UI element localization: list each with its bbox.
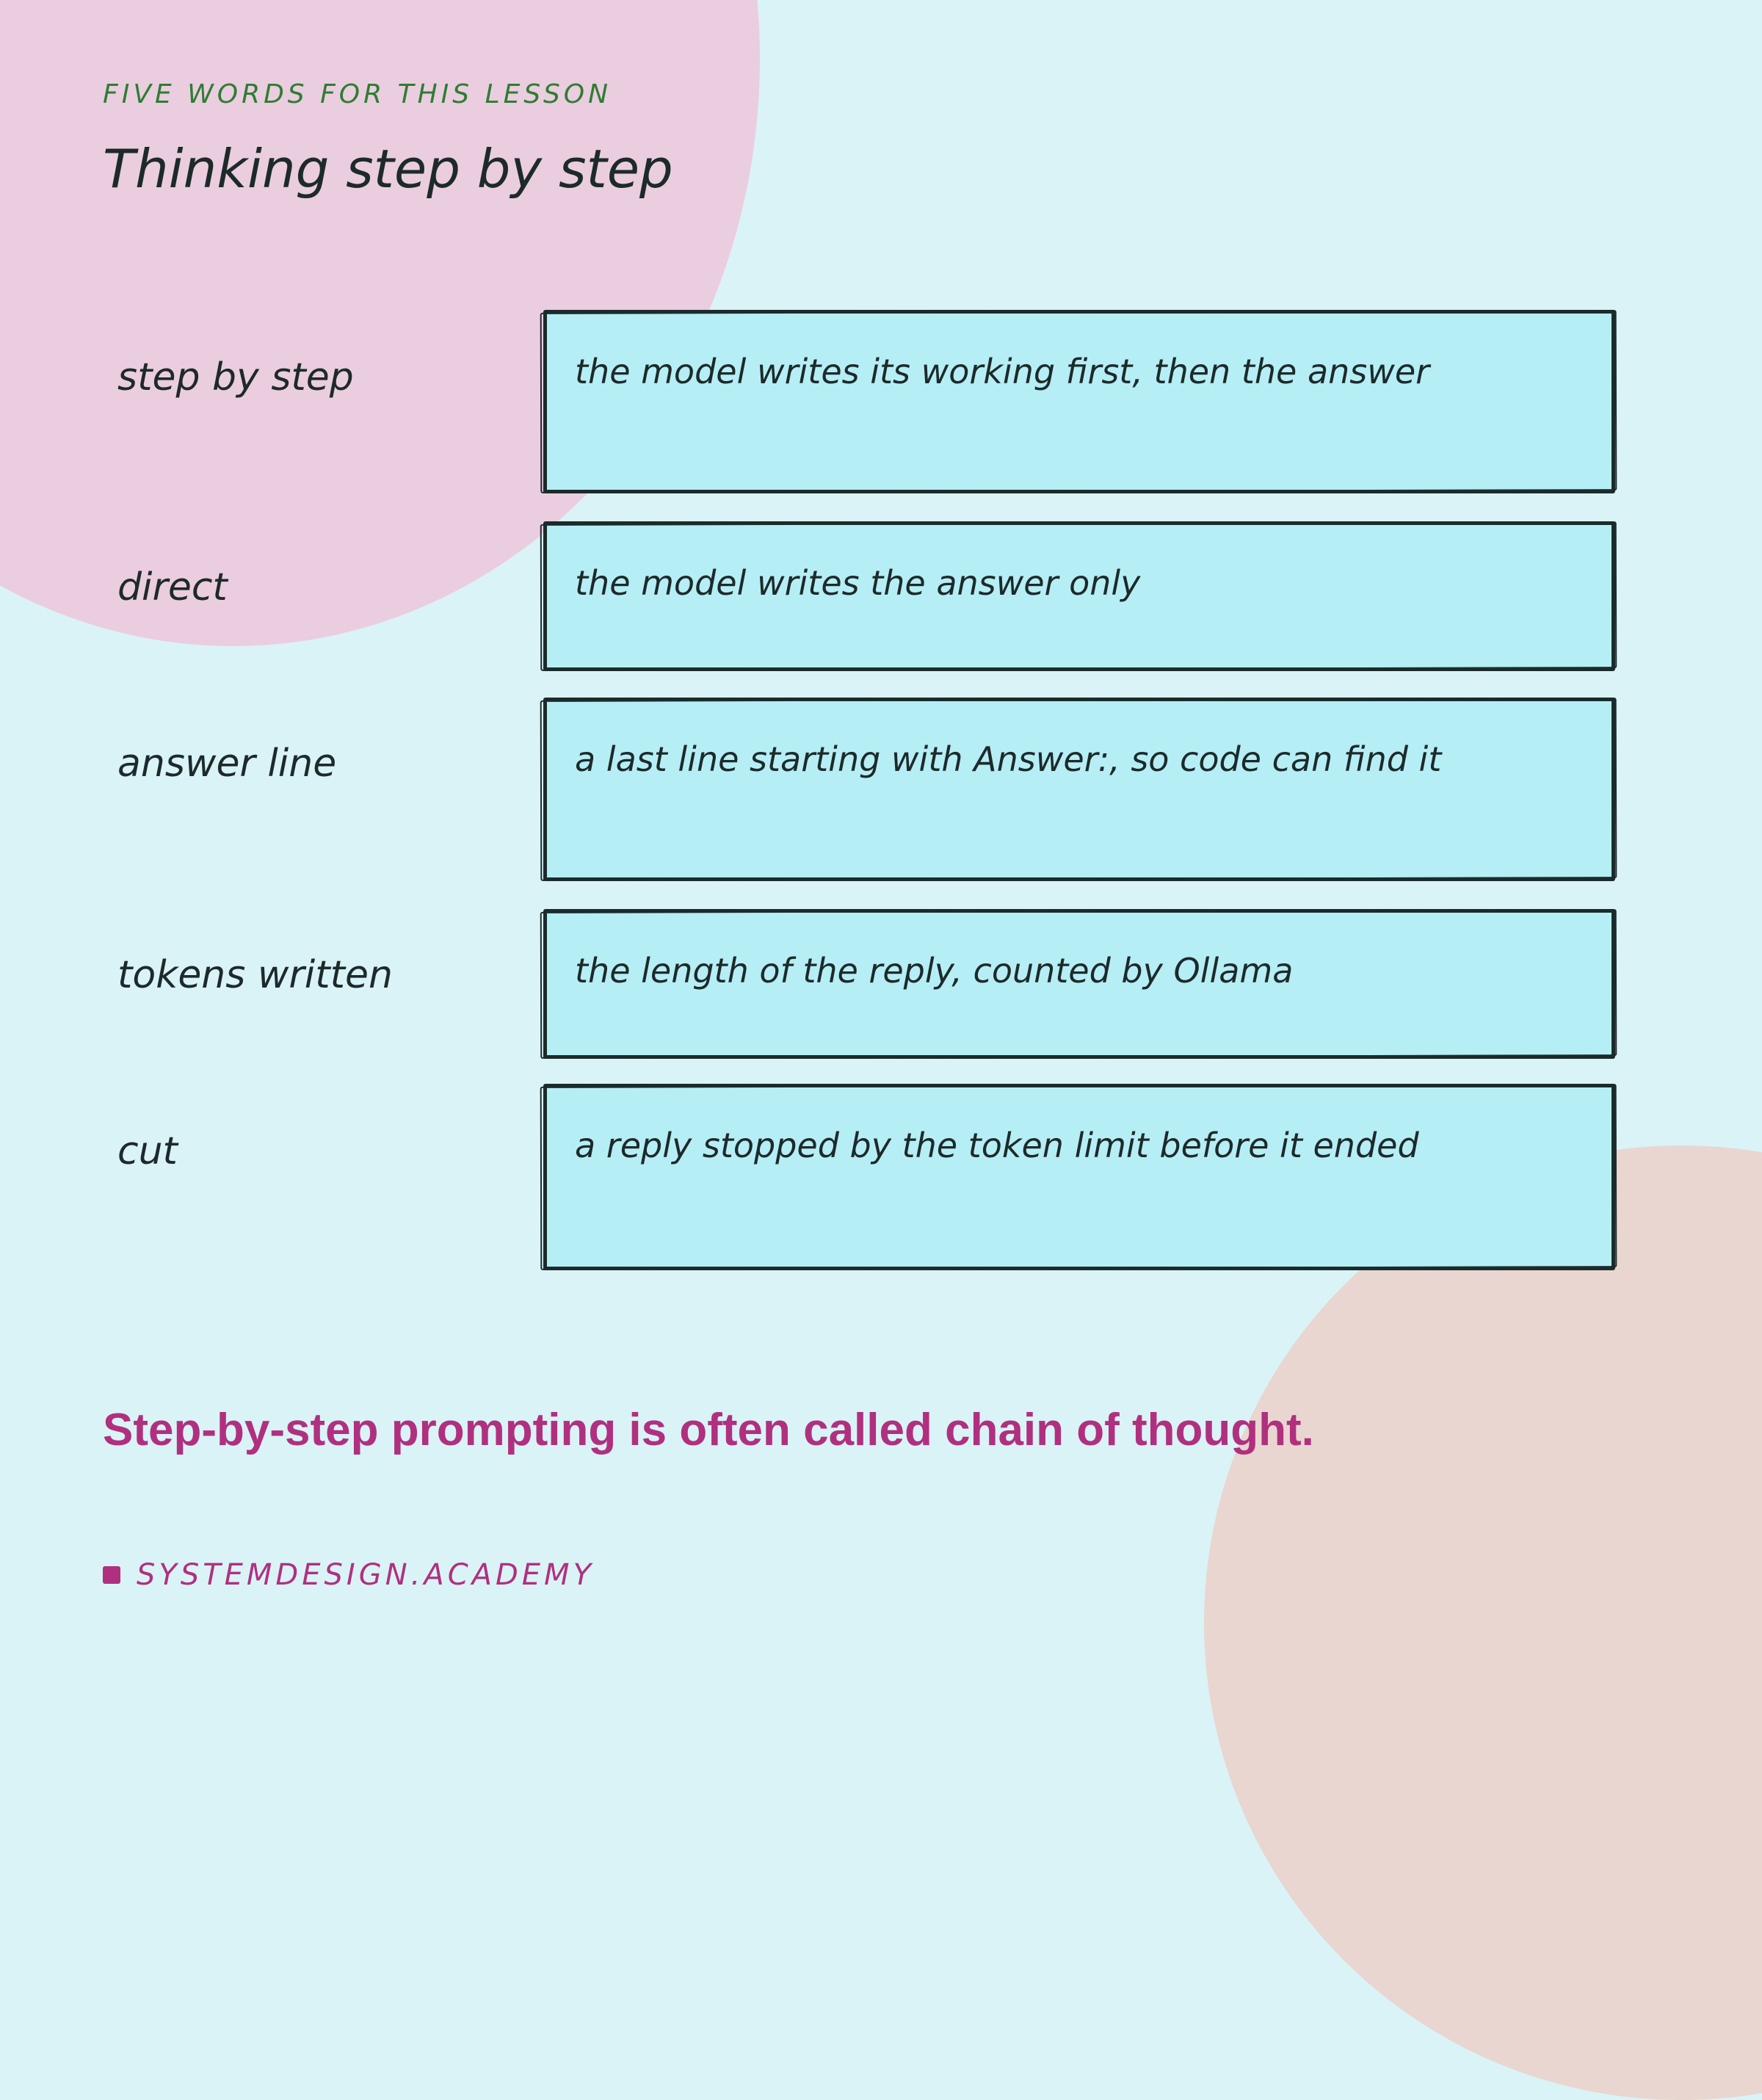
glossary-definition-box-step-by-step: [543, 310, 1615, 493]
glossary-definition-box-direct: [543, 521, 1615, 671]
glossary-definition-cut: a reply stopped by the token limit before it ended: [575, 1126, 1419, 1165]
brand-footer: [103, 1558, 595, 1592]
glossary-term-direct: direct: [117, 565, 228, 609]
glossary-definition-step-by-step: the model writes its working first, then the answer: [575, 352, 1430, 391]
brand-name: SYSTEMDESIGN.ACADEMY: [137, 1558, 595, 1592]
glossary-definition-box-tokens-written: [543, 909, 1615, 1059]
page-title: Thinking step by step: [103, 138, 673, 200]
glossary-definition-answer-line: a last line starting with Answer:, so code can find it: [575, 739, 1442, 779]
glossary-term-tokens-written: tokens written: [117, 953, 393, 997]
glossary-term-cut: cut: [117, 1129, 178, 1173]
brand-square-icon: [103, 1566, 120, 1584]
decorative-peach-circle: [1204, 1145, 1762, 2100]
glossary-definition-tokens-written: the length of the reply, counted by Ollama: [575, 951, 1294, 991]
glossary-term-answer-line: answer line: [117, 742, 337, 786]
glossary-definition-box-cut: [543, 1084, 1615, 1270]
footnote: Step-by-step prompting is often called chain of thought.: [103, 1405, 1314, 1455]
glossary-definition-box-answer-line: [543, 698, 1615, 881]
lesson-eyebrow: FIVE WORDS FOR THIS LESSON: [103, 79, 612, 109]
glossary-term-step-by-step: step by step: [117, 355, 354, 399]
glossary-definition-direct: the model writes the answer only: [575, 563, 1141, 603]
